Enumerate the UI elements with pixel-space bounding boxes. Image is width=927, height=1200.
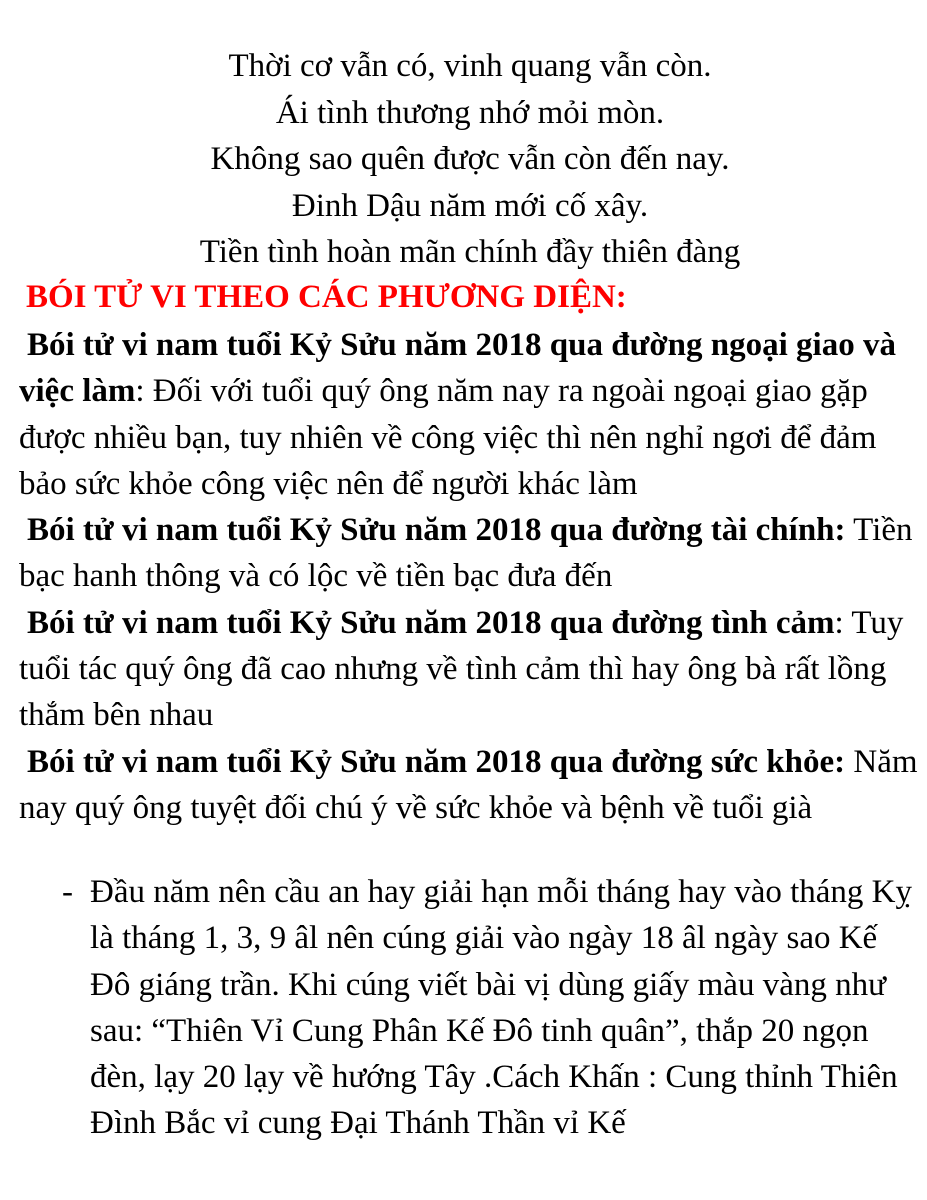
- section-title-colon: :: [834, 604, 844, 641]
- section-health: [19, 739, 924, 832]
- poem: [0, 43, 927, 276]
- section-title-colon: :: [135, 373, 145, 410]
- horoscope-sections: [19, 322, 924, 831]
- bullet-marker: -: [62, 874, 73, 910]
- bullet-item: [62, 869, 922, 1147]
- section-title: Bói tử vi nam tuổi Kỷ Sửu năm 2018 qua đường tình cảm: [27, 604, 835, 641]
- section-love: [19, 600, 924, 739]
- section-title: Bói tử vi nam tuổi Kỷ Sửu năm 2018 qua đường tài chính:: [27, 512, 846, 549]
- section-finance: [19, 507, 924, 600]
- poem-line: Không sao quên được vẫn còn đến nay.: [210, 141, 730, 177]
- poem-line: Thời cơ vẫn có, vinh quang vẫn còn.: [228, 48, 712, 84]
- section-text: Đối với tuổi quý ông năm nay ra ngoài ngoại giao gặp được nhiều bạn, tuy nhiên về công việc thì nên nghỉ ngơi để đảm bảo sức khỏe công việc nên để người khác làm: [19, 373, 877, 502]
- section-text: Tuy tuổi tác quý ông đã cao nhưng về tình cảm thì hay ông bà rất lồng thắm bên nhau: [19, 604, 904, 734]
- section-title: Bói tử vi nam tuổi Kỷ Sửu năm 2018 qua đường ngoại giao và việc làm: [19, 327, 896, 410]
- bullet-text: Đầu năm nên cầu an hay giải hạn mỗi tháng hay vào tháng Kỵ là tháng 1, 3, 9 âl nên cúng giải vào ngày 18 âl ngày sao Kế Đô giáng trần. Khi cúng viết bài vị dùng giấy màu vàng như sau: “Thiên Vỉ Cung Phân Kế Đô tinh quân”, thắp 20 ngọn đèn, lạy 20 lạy về hướng Tây .Cách Khấn : Cung thỉnh Thiên Đình Bắc vỉ cung Đại Thánh Thần vỉ Kế: [90, 874, 913, 1142]
- section-heading: BÓI TỬ VI THEO CÁC PHƯƠNG DIỆN:: [26, 279, 627, 315]
- poem-line: Đinh Dậu năm mới cố xây.: [291, 187, 649, 224]
- section-text: Năm nay quý ông tuyệt đối chú ý về sức khỏe và bệnh về tuổi già: [19, 743, 918, 826]
- poem-line: Tiền tình hoàn mãn chính đầy thiên đàng: [199, 234, 741, 270]
- section-title: Bói tử vi nam tuổi Kỷ Sửu năm 2018 qua đường sức khỏe:: [27, 743, 846, 780]
- section-text: Tiền bạc hanh thông và có lộc về tiền bạc đưa đến: [19, 512, 913, 595]
- section-work: [19, 322, 924, 507]
- poem-line: Ái tình thương nhớ mỏi mòn.: [275, 94, 665, 131]
